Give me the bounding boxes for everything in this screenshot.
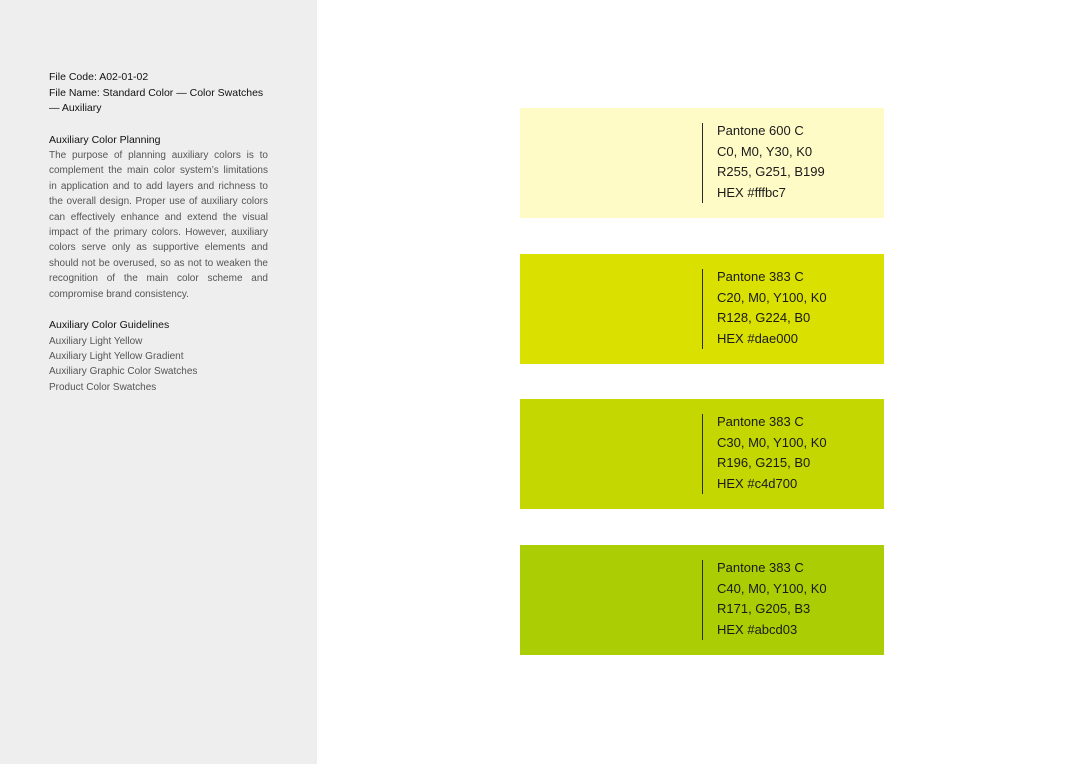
color-swatch-3 xyxy=(520,399,884,509)
guideline-item-product-swatches: Product Color Swatches xyxy=(49,381,157,393)
swatch-rgb: R128, G224, B0 xyxy=(717,310,811,325)
swatch-pantone: Pantone 383 C xyxy=(717,269,804,284)
swatch-divider xyxy=(702,414,703,494)
swatch-rgb: R255, G251, B199 xyxy=(717,164,825,179)
swatch-cmyk: C40, M0, Y100, K0 xyxy=(717,580,827,596)
file-name-continued: — Auxiliary xyxy=(49,102,102,114)
swatch-cmyk: C30, M0, Y100, K0 xyxy=(717,434,827,450)
swatch-info xyxy=(717,412,827,494)
planning-section xyxy=(49,133,268,303)
swatch-hex: HEX #dae000 xyxy=(717,330,798,346)
guidelines-title: Auxiliary Color Guidelines xyxy=(49,319,170,332)
swatch-info xyxy=(717,558,827,640)
planning-body: The purpose of planning auxiliary colors is to complement the main color system’s limitations in application and to add layers and richness to the overall design. Proper use of auxiliary colors can effectively enhance and extend the visual impact of the primary colors. However, auxiliary colors serve only as supportive elements and should not be overused, so as not to weaken the recognition of the main color scheme and compromise brand consistency. xyxy=(49,150,268,300)
file-name: File Name: Standard Color — Color Swatches xyxy=(49,86,264,99)
guideline-item-graphic-swatches: Auxiliary Graphic Color Swatches xyxy=(49,366,198,378)
swatch-pantone: Pantone 383 C xyxy=(717,560,804,575)
guidelines-section xyxy=(49,318,268,395)
swatch-pantone: Pantone 383 C xyxy=(717,414,804,429)
planning-title: Auxiliary Color Planning xyxy=(49,133,161,146)
file-code: File Code: A02-01-02 xyxy=(49,71,149,83)
guideline-item-light-yellow-gradient: Auxiliary Light Yellow Gradient xyxy=(49,350,184,362)
swatch-rgb: R196, G215, B0 xyxy=(717,455,811,470)
swatch-info xyxy=(717,121,825,203)
swatch-divider xyxy=(702,123,703,203)
swatch-rgb: R171, G205, B3 xyxy=(717,601,811,616)
swatch-hex: HEX #c4d700 xyxy=(717,475,798,491)
guideline-item-light-yellow: Auxiliary Light Yellow xyxy=(49,335,143,347)
sidebar-panel xyxy=(0,0,317,764)
color-swatch-2 xyxy=(520,254,884,364)
sidebar-content xyxy=(49,70,268,395)
swatch-divider xyxy=(702,560,703,640)
color-swatch-4 xyxy=(520,545,884,655)
swatch-cmyk: C20, M0, Y100, K0 xyxy=(717,289,827,305)
swatch-hex: HEX #fffbc7 xyxy=(717,184,786,200)
swatch-hex: HEX #abcd03 xyxy=(717,621,798,637)
swatch-pantone: Pantone 600 C xyxy=(717,123,804,138)
swatch-cmyk: C0, M0, Y30, K0 xyxy=(717,143,813,159)
swatch-info xyxy=(717,267,827,349)
color-swatch-1 xyxy=(520,108,884,218)
swatch-divider xyxy=(702,269,703,349)
